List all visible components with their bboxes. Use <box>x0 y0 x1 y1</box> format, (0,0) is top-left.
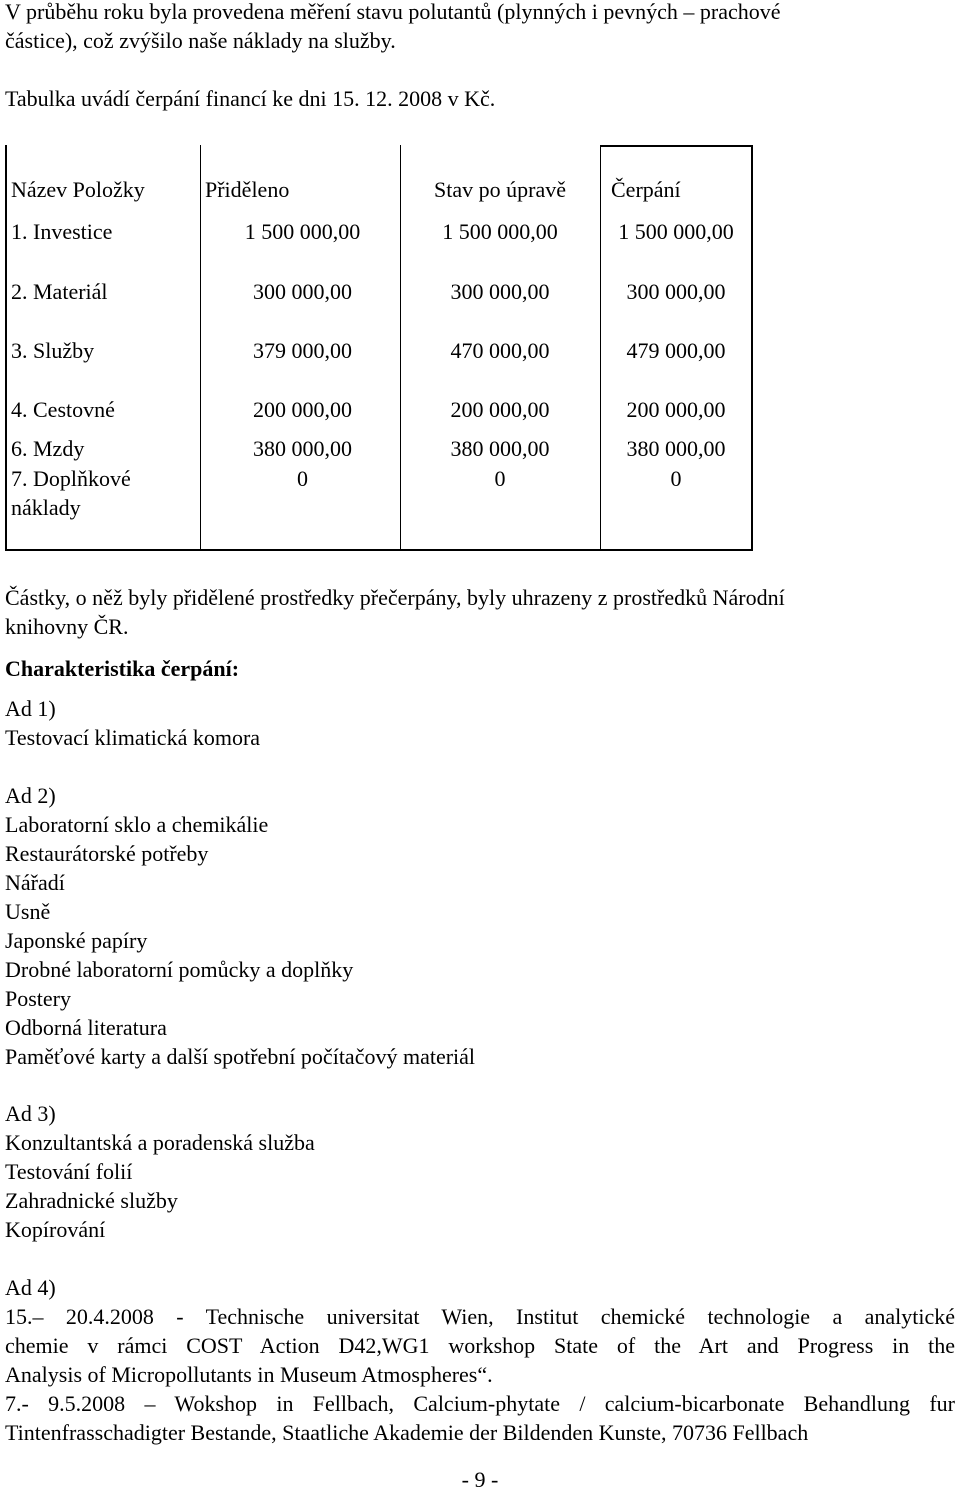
table-divider <box>200 145 201 551</box>
table-cell-allocated: 379 000,00 <box>253 338 352 363</box>
table-cell-name: 2. Materiál <box>11 279 108 304</box>
table-cell-name: 1. Investice <box>11 219 113 244</box>
table-cell-drawn: 380 000,00 <box>626 436 726 461</box>
characteristics-heading: Charakteristika čerpání: <box>5 656 240 681</box>
after-table-line-2: knihovny ČR. <box>5 614 129 639</box>
table-border-right <box>751 145 753 551</box>
table-border-bottom <box>5 549 753 551</box>
table-header-drawn: Čerpání <box>611 177 681 202</box>
list-item: Kopírování <box>5 1217 106 1242</box>
list-item: Zahradnické služby <box>5 1188 178 1213</box>
table-header-name: Název Položky <box>11 177 145 202</box>
table-header-allocated: Přiděleno <box>205 177 290 202</box>
table-cell-drawn: 300 000,00 <box>626 279 726 304</box>
ad4-line: chemie v rámci COST Action D42,WG1 workshop State of the Art and Progress in the <box>5 1333 955 1358</box>
table-header-adjusted: Stav po úpravě <box>434 177 566 202</box>
list-item: Nářadí <box>5 870 65 895</box>
budget-table <box>5 145 753 551</box>
ad4-label: Ad 4) <box>5 1275 56 1300</box>
table-cell-adjusted: 0 <box>494 466 506 491</box>
list-item: Japonské papíry <box>5 928 148 953</box>
ad4-line: 7.- 9.5.2008 – Wokshop in Fellbach, Calcium-phytate / calcium-bicarbonate Behandlung fur <box>5 1391 955 1416</box>
list-item: Testování folií <box>5 1159 133 1184</box>
table-cell-drawn: 1 500 000,00 <box>618 219 734 244</box>
table-cell-name-continuation: náklady <box>11 495 81 520</box>
page-number: - 9 - <box>461 1467 499 1492</box>
table-border-left <box>5 145 7 551</box>
ad3-label: Ad 3) <box>5 1101 56 1126</box>
table-cell-allocated: 0 <box>297 466 308 491</box>
table-cell-adjusted: 380 000,00 <box>450 436 550 461</box>
after-table-line-1: Částky, o něž byly přidělené prostředky přečerpány, byly uhrazeny z prostředků Národní <box>5 585 785 610</box>
table-cell-name: 4. Cestovné <box>11 397 115 422</box>
table-cell-allocated: 1 500 000,00 <box>244 219 361 244</box>
list-item: Drobné laboratorní pomůcky a doplňky <box>5 957 354 982</box>
table-cell-allocated: 380 000,00 <box>253 436 352 461</box>
list-item: Odborná literatura <box>5 1015 167 1040</box>
table-cell-adjusted: 1 500 000,00 <box>442 219 558 244</box>
intro-line-2: částice), což zvýšilo naše náklady na služby. <box>5 28 396 53</box>
list-item: Postery <box>5 986 71 1011</box>
table-cell-adjusted: 200 000,00 <box>450 397 550 422</box>
list-item: Testovací klimatická komora <box>5 725 261 750</box>
list-item: Konzultantská a poradenská služba <box>5 1130 315 1155</box>
ad2-label: Ad 2) <box>5 783 56 808</box>
list-item: Usně <box>5 899 51 924</box>
table-border-top <box>600 145 753 147</box>
ad4-line: Analysis of Micropollutants in Museum Atmospheres“. <box>5 1362 493 1387</box>
table-cell-name: 7. Doplňkové <box>11 466 131 491</box>
ad4-line: 15.– 20.4.2008 - Technische universitat Wien, Institut chemické technologie a analytické <box>5 1304 955 1329</box>
table-caption: Tabulka uvádí čerpání financí ke dni 15. 12. 2008 v Kč. <box>5 86 496 111</box>
table-cell-name: 6. Mzdy <box>11 436 85 461</box>
table-cell-drawn: 200 000,00 <box>626 397 726 422</box>
ad4-line: Tintenfrasschadigter Bestande, Staatliche Akademie der Bildenden Kunste, 70736 Fellbach <box>5 1420 809 1445</box>
table-cell-allocated: 200 000,00 <box>253 397 352 422</box>
ad1-label: Ad 1) <box>5 696 56 721</box>
table-cell-drawn: 0 <box>670 466 682 491</box>
intro-line-1: V průběhu roku byla provedena měření stavu polutantů (plynných i pevných – prachové <box>5 0 781 24</box>
table-cell-name: 3. Služby <box>11 338 95 363</box>
table-cell-allocated: 300 000,00 <box>253 279 352 304</box>
list-item: Restaurátorské potřeby <box>5 841 209 866</box>
table-cell-drawn: 479 000,00 <box>626 338 726 363</box>
table-cell-adjusted: 470 000,00 <box>450 338 550 363</box>
table-cell-adjusted: 300 000,00 <box>450 279 550 304</box>
list-item: Laboratorní sklo a chemikálie <box>5 812 269 837</box>
list-item: Paměťové karty a další spotřební počítačový materiál <box>5 1044 476 1069</box>
